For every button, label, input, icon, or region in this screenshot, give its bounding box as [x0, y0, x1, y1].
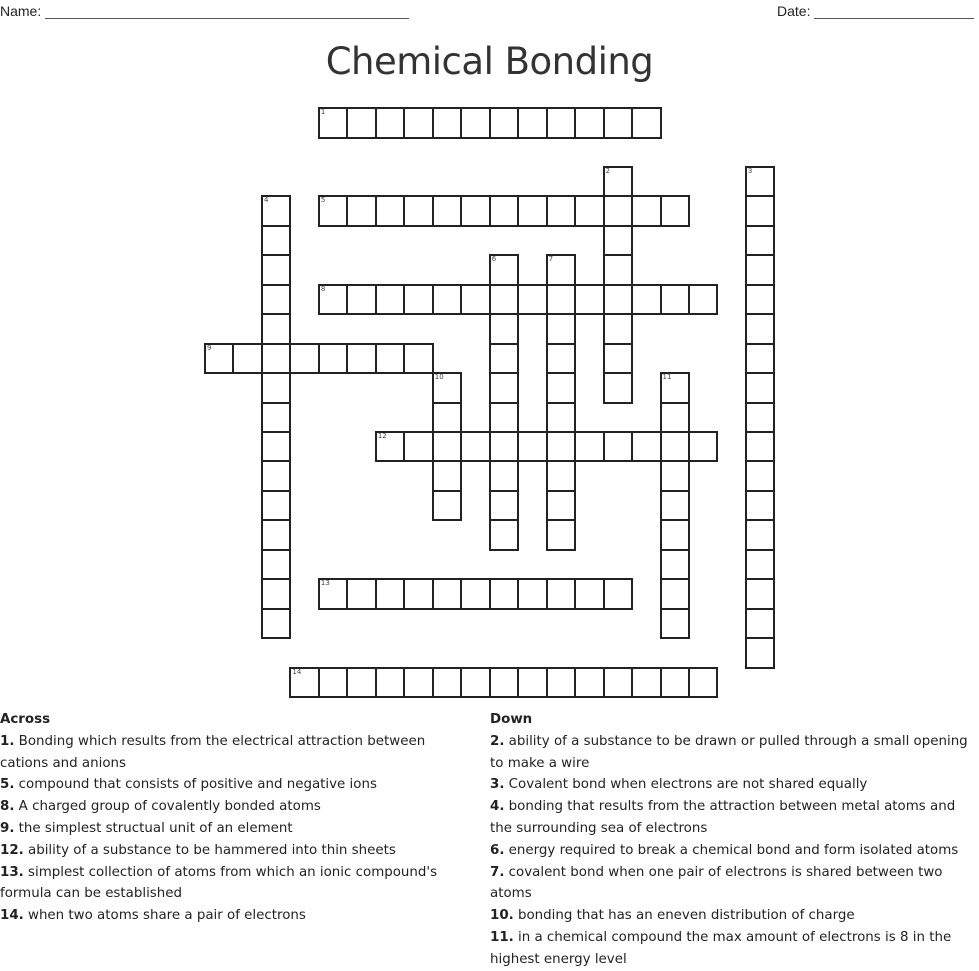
down-clues — [490, 709, 979, 971]
crossword-cell[interactable] — [631, 284, 662, 316]
crossword-cell[interactable] — [261, 254, 292, 286]
crossword-cell[interactable] — [574, 107, 605, 139]
crossword-cell[interactable] — [432, 284, 463, 316]
crossword-cell[interactable] — [603, 195, 634, 227]
cell-number: 14 — [292, 667, 302, 676]
clue-down-11 — [490, 927, 979, 971]
crossword-cell[interactable] — [745, 490, 776, 522]
clue-number: 8. — [0, 799, 15, 815]
clue-text: bonding that results from the attraction between metal atoms and the surrounding sea of electrons — [490, 799, 956, 836]
clue-number: 11. — [490, 929, 514, 945]
crossword-cell[interactable] — [745, 166, 776, 198]
crossword-cell[interactable] — [432, 667, 463, 699]
crossword-cell[interactable] — [660, 460, 691, 492]
crossword-cell[interactable] — [489, 578, 520, 610]
crossword-cell[interactable] — [517, 431, 548, 463]
crossword-cell[interactable] — [261, 608, 292, 640]
crossword-cell[interactable] — [688, 431, 719, 463]
cell-number: 9 — [207, 343, 212, 352]
crossword-cell[interactable] — [546, 107, 577, 139]
crossword-cell[interactable] — [489, 460, 520, 492]
clue-text: covalent bond when one pair of electrons is shared between two atoms — [490, 864, 943, 902]
crossword-cell[interactable] — [261, 225, 292, 257]
crossword-cell[interactable] — [660, 284, 691, 316]
crossword-cell[interactable] — [261, 431, 292, 463]
clue-down-6 — [490, 840, 979, 862]
crossword-cell[interactable] — [489, 313, 520, 345]
crossword-cell[interactable] — [432, 578, 463, 610]
clue-number: 9. — [0, 820, 15, 836]
clue-text: energy required to break a chemical bond and form isolated atoms — [504, 842, 959, 858]
crossword-cell[interactable] — [660, 372, 691, 404]
crossword-cell[interactable] — [660, 608, 691, 640]
date-label: Date: — [777, 3, 811, 19]
clue-text: compound that consists of positive and negative ions — [14, 777, 377, 793]
crossword-cell[interactable] — [346, 578, 377, 610]
crossword-cell[interactable] — [204, 343, 235, 375]
crossword-cell[interactable] — [745, 519, 776, 551]
crossword-cell[interactable] — [261, 578, 292, 610]
cell-number: 8 — [320, 284, 326, 293]
crossword-cell[interactable] — [460, 667, 491, 699]
crossword-cell[interactable] — [318, 284, 349, 316]
crossword-cell[interactable] — [346, 195, 377, 227]
clue-number: 14. — [0, 908, 24, 924]
crossword-cell[interactable] — [432, 402, 463, 434]
crossword-cell[interactable] — [489, 284, 520, 316]
crossword-cell[interactable] — [403, 284, 434, 316]
clue-down-3 — [490, 774, 979, 796]
clue-number: 3. — [490, 777, 505, 793]
crossword-cell[interactable] — [660, 402, 691, 434]
clue-number: 6. — [490, 842, 505, 858]
crossword-cell[interactable] — [375, 431, 406, 463]
crossword-cell[interactable] — [745, 637, 776, 669]
crossword-cell[interactable] — [375, 284, 406, 316]
clue-number: 12. — [0, 842, 24, 858]
crossword-cell[interactable] — [375, 578, 406, 610]
crossword-cell[interactable] — [318, 343, 349, 375]
clue-down-2 — [490, 731, 979, 775]
crossword-cell[interactable] — [631, 431, 662, 463]
crossword-cell[interactable] — [432, 460, 463, 492]
crossword-cell[interactable] — [574, 284, 605, 316]
crossword-cell[interactable] — [603, 667, 634, 699]
crossword-cell[interactable] — [603, 225, 634, 257]
crossword-cell[interactable] — [603, 254, 634, 286]
crossword-cell[interactable] — [546, 578, 577, 610]
clue-text: Covalent bond when electrons are not shared equally — [504, 777, 868, 793]
crossword-cell[interactable] — [489, 372, 520, 404]
crossword-cell[interactable] — [660, 490, 691, 522]
crossword-cell[interactable] — [745, 402, 776, 434]
crossword-cell[interactable] — [546, 402, 577, 434]
crossword-cell[interactable] — [745, 578, 776, 610]
crossword-cell[interactable] — [546, 431, 577, 463]
crossword-cell[interactable] — [546, 460, 577, 492]
clue-text: in a chemical compound the max amount of electrons is 8 in the highest energy level — [490, 929, 952, 967]
crossword-cell[interactable] — [745, 549, 776, 581]
clue-number: 7. — [490, 864, 505, 880]
crossword-cell[interactable] — [318, 195, 349, 227]
crossword-cell[interactable] — [375, 667, 406, 699]
clue-text: ability of a substance to be hammered into thin sheets — [23, 842, 396, 858]
crossword-cell[interactable] — [603, 578, 634, 610]
crossword-cell[interactable] — [261, 490, 292, 522]
crossword-cell[interactable] — [517, 107, 548, 139]
crossword-cell[interactable] — [261, 313, 292, 345]
clue-down-4 — [490, 796, 979, 840]
crossword-cell[interactable] — [460, 578, 491, 610]
crossword-cell[interactable] — [489, 519, 520, 551]
clue-text: A charged group of covalently bonded atoms — [14, 799, 321, 815]
crossword-cell[interactable] — [603, 431, 634, 463]
crossword-cell[interactable] — [318, 578, 349, 610]
crossword-cell[interactable] — [546, 490, 577, 522]
crossword-cell[interactable] — [660, 549, 691, 581]
crossword-cell[interactable] — [660, 578, 691, 610]
cell-number: 3 — [747, 166, 753, 175]
crossword-cell[interactable] — [232, 343, 263, 375]
clue-text: bonding that has an eneven distribution of charge — [513, 908, 855, 924]
puzzle-title: Chemical Bonding — [325, 40, 654, 83]
crossword-cell[interactable] — [403, 578, 434, 610]
crossword-cell[interactable] — [660, 667, 691, 699]
crossword-cell[interactable] — [375, 343, 406, 375]
crossword-cell[interactable] — [489, 402, 520, 434]
crossword-cell[interactable] — [603, 343, 634, 375]
crossword-cell[interactable] — [546, 372, 577, 404]
clue-across-12 — [0, 840, 470, 862]
crossword-cell[interactable] — [660, 519, 691, 551]
clue-across-8 — [0, 796, 470, 818]
crossword-cell[interactable] — [745, 284, 776, 316]
crossword-cell[interactable] — [261, 195, 292, 227]
crossword-cell[interactable] — [432, 372, 463, 404]
crossword-cell[interactable] — [631, 667, 662, 699]
crossword-cell[interactable] — [261, 549, 292, 581]
cell-number: 10 — [434, 373, 444, 382]
crossword-cell[interactable] — [375, 195, 406, 227]
crossword-cell[interactable] — [660, 195, 691, 227]
crossword-cell[interactable] — [403, 343, 434, 375]
clue-number: 4. — [490, 799, 505, 815]
across-heading: Across — [0, 712, 51, 727]
crossword-cell[interactable] — [261, 519, 292, 551]
clue-text: ability of a substance to be drawn or pulled through a small opening to make a wire — [490, 733, 968, 771]
cell-number: 13 — [320, 579, 330, 588]
crossword-cell[interactable] — [489, 107, 520, 139]
crossword-cell[interactable] — [745, 254, 776, 286]
crossword-cell[interactable] — [489, 667, 520, 699]
crossword-cell[interactable] — [460, 431, 491, 463]
crossword-cell[interactable] — [603, 284, 634, 316]
crossword-cell[interactable] — [261, 372, 292, 404]
cell-number: 7 — [548, 255, 554, 264]
clue-text: when two atoms share a pair of electrons — [23, 908, 306, 924]
crossword-cell[interactable] — [432, 431, 463, 463]
crossword-cell[interactable] — [745, 372, 776, 404]
crossword-cell[interactable] — [574, 667, 605, 699]
crossword-cell[interactable] — [432, 490, 463, 522]
crossword-cell[interactable] — [745, 608, 776, 640]
crossword-cell[interactable] — [318, 667, 349, 699]
crossword-cell[interactable] — [346, 343, 377, 375]
crossword-cell[interactable] — [603, 107, 634, 139]
crossword-cell[interactable] — [546, 254, 577, 286]
crossword-cell[interactable] — [460, 195, 491, 227]
crossword-cell[interactable] — [603, 372, 634, 404]
crossword-cell[interactable] — [546, 667, 577, 699]
crossword-cell[interactable] — [517, 667, 548, 699]
crossword-cell[interactable] — [489, 431, 520, 463]
crossword-cell[interactable] — [289, 667, 320, 699]
crossword-cell[interactable] — [546, 313, 577, 345]
crossword-cell[interactable] — [660, 431, 691, 463]
crossword-cell[interactable] — [489, 490, 520, 522]
cell-number: 4 — [263, 196, 269, 205]
crossword-cell[interactable] — [346, 667, 377, 699]
cell-number: 1 — [320, 108, 326, 116]
crossword-cell[interactable] — [574, 431, 605, 463]
down-heading: Down — [490, 712, 533, 727]
cell-number: 11 — [662, 373, 672, 382]
crossword-cell[interactable] — [489, 195, 520, 227]
clue-down-10 — [490, 905, 979, 927]
cell-number: 12 — [377, 431, 387, 440]
across-clues — [0, 709, 470, 927]
crossword-cell[interactable] — [460, 284, 491, 316]
crossword-cell[interactable] — [546, 195, 577, 227]
crossword-cell[interactable] — [688, 667, 719, 699]
crossword-cell[interactable] — [631, 195, 662, 227]
crossword-cell[interactable] — [346, 107, 377, 139]
crossword-cell[interactable] — [745, 313, 776, 345]
clue-across-14 — [0, 905, 470, 927]
crossword-cell[interactable] — [261, 343, 292, 375]
crossword-cell[interactable] — [346, 284, 377, 316]
crossword-cell[interactable] — [517, 195, 548, 227]
crossword-cell[interactable] — [745, 195, 776, 227]
crossword-cell[interactable] — [432, 195, 463, 227]
name-label: Name: — [0, 3, 42, 19]
crossword-cell[interactable] — [745, 343, 776, 375]
crossword-cell[interactable] — [745, 225, 776, 257]
crossword-cell[interactable] — [460, 107, 491, 139]
clue-number: 13. — [0, 864, 24, 880]
crossword-cell[interactable] — [546, 519, 577, 551]
crossword-cell[interactable] — [261, 284, 292, 316]
crossword-cell[interactable] — [546, 343, 577, 375]
crossword-cell[interactable] — [318, 107, 349, 139]
crossword-cell[interactable] — [631, 107, 662, 139]
clue-number: 2. — [490, 733, 505, 749]
cell-number: 5 — [320, 196, 326, 205]
clue-number: 1. — [0, 733, 15, 749]
crossword-cell[interactable] — [546, 284, 577, 316]
crossword-cell[interactable] — [489, 254, 520, 286]
crossword-cell[interactable] — [517, 578, 548, 610]
clue-across-9 — [0, 818, 470, 840]
crossword-cell[interactable] — [261, 460, 292, 492]
clue-number: 10. — [490, 908, 514, 924]
crossword-cell[interactable] — [745, 431, 776, 463]
crossword-cell[interactable] — [745, 460, 776, 492]
crossword-cell[interactable] — [517, 284, 548, 316]
crossword-cell[interactable] — [403, 195, 434, 227]
crossword-cell[interactable] — [603, 313, 634, 345]
cell-number: 6 — [491, 255, 497, 264]
crossword-cell[interactable] — [403, 667, 434, 699]
clue-across-13 — [0, 862, 470, 906]
crossword-cell[interactable] — [432, 107, 463, 139]
crossword-cell[interactable] — [289, 343, 320, 375]
crossword-cell[interactable] — [403, 107, 434, 139]
clue-number: 5. — [0, 777, 15, 793]
crossword-cell[interactable] — [574, 195, 605, 227]
clue-across-5 — [0, 774, 470, 796]
crossword-cell[interactable] — [688, 284, 719, 316]
clue-down-7 — [490, 862, 979, 906]
clue-text: the simplest structual unit of an element — [14, 820, 293, 836]
crossword-cell[interactable] — [489, 343, 520, 375]
clue-across-1 — [0, 731, 470, 775]
clue-text: Bonding which results from the electrical attraction between cations and anions — [0, 733, 426, 771]
crossword-cell[interactable] — [403, 431, 434, 463]
crossword-cell[interactable] — [574, 578, 605, 610]
clue-text: simplest collection of atoms from which an ionic compound's formula can be established — [0, 864, 438, 902]
cell-number: 2 — [605, 166, 611, 175]
crossword-cell[interactable] — [375, 107, 406, 139]
crossword-cell[interactable] — [603, 166, 634, 198]
crossword-cell[interactable] — [261, 402, 292, 434]
